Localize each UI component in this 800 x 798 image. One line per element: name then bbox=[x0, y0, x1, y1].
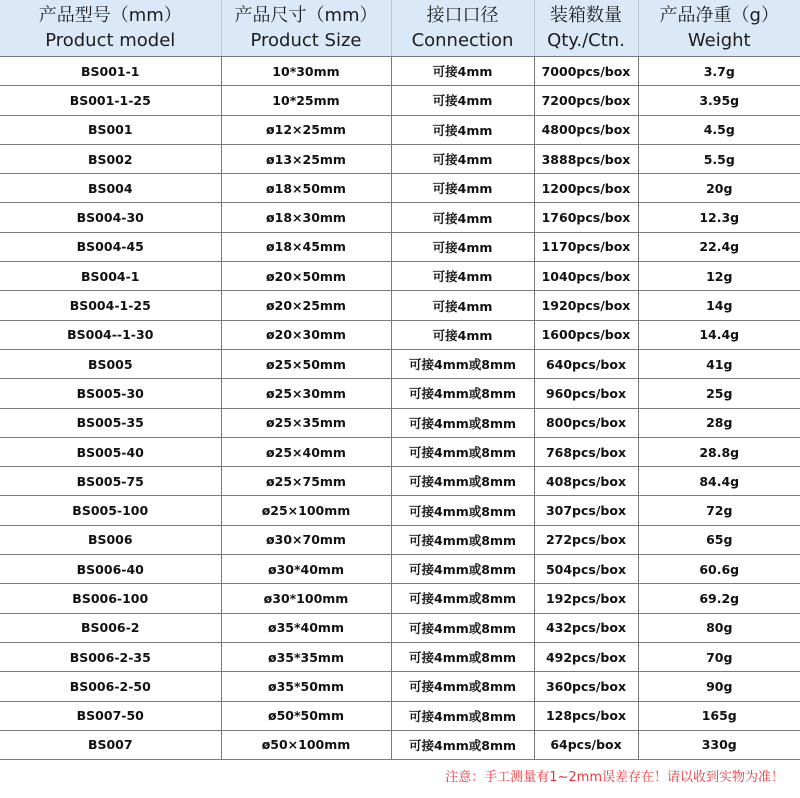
cell-size: ø35*40mm bbox=[221, 613, 391, 642]
cell-model: BS004--1-30 bbox=[0, 320, 221, 349]
cell-weight: 72g bbox=[638, 496, 800, 525]
cell-weight: 90g bbox=[638, 672, 800, 701]
cell-weight: 4.5g bbox=[638, 115, 800, 144]
cell-size: ø18×50mm bbox=[221, 174, 391, 203]
table-row bbox=[0, 555, 800, 584]
cell-weight: 41g bbox=[638, 349, 800, 378]
cell-size: ø13×25mm bbox=[221, 144, 391, 173]
cell-model: BS006-2-50 bbox=[0, 672, 221, 701]
cell-model: BS005-30 bbox=[0, 379, 221, 408]
cell-size: ø25×75mm bbox=[221, 467, 391, 496]
cell-qty: 1760pcs/box bbox=[534, 203, 638, 232]
cell-size: ø12×25mm bbox=[221, 115, 391, 144]
header-product-model bbox=[0, 0, 221, 57]
cell-weight: 25g bbox=[638, 379, 800, 408]
cell-model: BS007-50 bbox=[0, 701, 221, 730]
cell-weight: 22.4g bbox=[638, 232, 800, 261]
cell-connection: 可接4mm bbox=[391, 115, 534, 144]
cell-connection: 可接4mm bbox=[391, 174, 534, 203]
cell-connection: 可接4mm bbox=[391, 144, 534, 173]
cell-model: BS004 bbox=[0, 174, 221, 203]
cell-model: BS006-2-35 bbox=[0, 642, 221, 671]
table-row bbox=[0, 203, 800, 232]
cell-weight: 5.5g bbox=[638, 144, 800, 173]
table-row bbox=[0, 379, 800, 408]
cell-qty: 800pcs/box bbox=[534, 408, 638, 437]
table-row bbox=[0, 320, 800, 349]
table-row bbox=[0, 174, 800, 203]
cell-size: ø25×50mm bbox=[221, 349, 391, 378]
cell-model: BS004-30 bbox=[0, 203, 221, 232]
cell-model: BS007 bbox=[0, 730, 221, 759]
cell-size: ø20×30mm bbox=[221, 320, 391, 349]
cell-weight: 165g bbox=[638, 701, 800, 730]
cell-weight: 60.6g bbox=[638, 555, 800, 584]
cell-qty: 128pcs/box bbox=[534, 701, 638, 730]
cell-size: 10*30mm bbox=[221, 57, 391, 86]
cell-connection: 可接4mm或8mm bbox=[391, 525, 534, 554]
cell-connection: 可接4mm bbox=[391, 203, 534, 232]
cell-size: ø35*35mm bbox=[221, 642, 391, 671]
cell-qty: 307pcs/box bbox=[534, 496, 638, 525]
table-row bbox=[0, 115, 800, 144]
cell-model: BS006 bbox=[0, 525, 221, 554]
cell-model: BS005 bbox=[0, 349, 221, 378]
cell-size: 10*25mm bbox=[221, 86, 391, 115]
table-row bbox=[0, 437, 800, 466]
cell-model: BS005-100 bbox=[0, 496, 221, 525]
table-row bbox=[0, 86, 800, 115]
cell-model: BS004-1-25 bbox=[0, 291, 221, 320]
header-product-size bbox=[221, 0, 391, 57]
header-qty-en: Qty./Ctn. bbox=[547, 30, 625, 51]
table-row bbox=[0, 291, 800, 320]
cell-size: ø30×70mm bbox=[221, 525, 391, 554]
cell-connection: 可接4mm或8mm bbox=[391, 349, 534, 378]
cell-connection: 可接4mm或8mm bbox=[391, 437, 534, 466]
cell-connection: 可接4mm或8mm bbox=[391, 584, 534, 613]
cell-size: ø25×30mm bbox=[221, 379, 391, 408]
cell-model: BS005-35 bbox=[0, 408, 221, 437]
header-product-size-en: Product Size bbox=[250, 30, 362, 51]
cell-model: BS001-1-25 bbox=[0, 86, 221, 115]
cell-size: ø50*50mm bbox=[221, 701, 391, 730]
cell-model: BS002 bbox=[0, 144, 221, 173]
cell-connection: 可接4mm或8mm bbox=[391, 730, 534, 759]
cell-size: ø25×40mm bbox=[221, 437, 391, 466]
cell-connection: 可接4mm或8mm bbox=[391, 613, 534, 642]
cell-model: BS006-2 bbox=[0, 613, 221, 642]
cell-weight: 65g bbox=[638, 525, 800, 554]
cell-connection: 可接4mm或8mm bbox=[391, 379, 534, 408]
cell-connection: 可接4mm bbox=[391, 291, 534, 320]
cell-connection: 可接4mm或8mm bbox=[391, 496, 534, 525]
cell-connection: 可接4mm bbox=[391, 320, 534, 349]
cell-weight: 3.7g bbox=[638, 57, 800, 86]
cell-qty: 192pcs/box bbox=[534, 584, 638, 613]
table-row bbox=[0, 496, 800, 525]
table-row bbox=[0, 672, 800, 701]
cell-size: ø20×25mm bbox=[221, 291, 391, 320]
cell-weight: 70g bbox=[638, 642, 800, 671]
cell-size: ø20×50mm bbox=[221, 262, 391, 291]
cell-connection: 可接4mm bbox=[391, 57, 534, 86]
table-row bbox=[0, 349, 800, 378]
cell-weight: 28g bbox=[638, 408, 800, 437]
cell-qty: 408pcs/box bbox=[534, 467, 638, 496]
header-connection bbox=[391, 0, 534, 57]
cell-weight: 330g bbox=[638, 730, 800, 759]
cell-qty: 768pcs/box bbox=[534, 437, 638, 466]
cell-qty: 360pcs/box bbox=[534, 672, 638, 701]
cell-qty: 1040pcs/box bbox=[534, 262, 638, 291]
header-qty-per-carton bbox=[534, 0, 638, 57]
cell-qty: 1600pcs/box bbox=[534, 320, 638, 349]
header-product-model-en: Product model bbox=[45, 30, 176, 51]
table-row bbox=[0, 408, 800, 437]
cell-model: BS005-40 bbox=[0, 437, 221, 466]
cell-qty: 4800pcs/box bbox=[534, 115, 638, 144]
cell-model: BS004-1 bbox=[0, 262, 221, 291]
cell-connection: 可接4mm或8mm bbox=[391, 467, 534, 496]
header-row bbox=[0, 0, 800, 57]
table-row bbox=[0, 525, 800, 554]
cell-connection: 可接4mm bbox=[391, 86, 534, 115]
table-header bbox=[0, 0, 800, 57]
cell-weight: 14g bbox=[638, 291, 800, 320]
cell-qty: 7000pcs/box bbox=[534, 57, 638, 86]
table-row bbox=[0, 262, 800, 291]
cell-model: BS001-1 bbox=[0, 57, 221, 86]
table-row bbox=[0, 701, 800, 730]
cell-qty: 504pcs/box bbox=[534, 555, 638, 584]
cell-connection: 可接4mm bbox=[391, 262, 534, 291]
cell-weight: 28.8g bbox=[638, 437, 800, 466]
table-row bbox=[0, 144, 800, 173]
cell-qty: 1170pcs/box bbox=[534, 232, 638, 261]
cell-weight: 84.4g bbox=[638, 467, 800, 496]
table-body bbox=[0, 57, 800, 760]
cell-size: ø50×100mm bbox=[221, 730, 391, 759]
cell-qty: 432pcs/box bbox=[534, 613, 638, 642]
cell-connection: 可接4mm或8mm bbox=[391, 672, 534, 701]
cell-model: BS005-75 bbox=[0, 467, 221, 496]
header-weight-en: Weight bbox=[687, 30, 751, 51]
table-row bbox=[0, 467, 800, 496]
cell-weight: 12g bbox=[638, 262, 800, 291]
cell-qty: 1920pcs/box bbox=[534, 291, 638, 320]
cell-size: ø18×30mm bbox=[221, 203, 391, 232]
cell-qty: 1200pcs/box bbox=[534, 174, 638, 203]
cell-size: ø25×35mm bbox=[221, 408, 391, 437]
cell-model: BS006-40 bbox=[0, 555, 221, 584]
table-row bbox=[0, 642, 800, 671]
header-connection-zh: 接口口径 bbox=[426, 5, 499, 26]
cell-weight: 80g bbox=[638, 613, 800, 642]
cell-model: BS006-100 bbox=[0, 584, 221, 613]
cell-qty: 3888pcs/box bbox=[534, 144, 638, 173]
table-row bbox=[0, 584, 800, 613]
header-connection-en: Connection bbox=[411, 30, 514, 51]
cell-qty: 640pcs/box bbox=[534, 349, 638, 378]
cell-connection: 可接4mm bbox=[391, 232, 534, 261]
cell-size: ø35*50mm bbox=[221, 672, 391, 701]
cell-connection: 可接4mm或8mm bbox=[391, 555, 534, 584]
header-product-size-zh: 产品尺寸（mm） bbox=[234, 5, 378, 26]
header-qty-zh: 装箱数量 bbox=[550, 5, 622, 26]
cell-weight: 3.95g bbox=[638, 86, 800, 115]
cell-qty: 492pcs/box bbox=[534, 642, 638, 671]
cell-weight: 69.2g bbox=[638, 584, 800, 613]
cell-model: BS001 bbox=[0, 115, 221, 144]
cell-qty: 7200pcs/box bbox=[534, 86, 638, 115]
cell-size: ø18×45mm bbox=[221, 232, 391, 261]
table-row bbox=[0, 730, 800, 759]
table-row bbox=[0, 613, 800, 642]
cell-weight: 12.3g bbox=[638, 203, 800, 232]
header-weight-zh: 产品净重（g） bbox=[659, 5, 779, 26]
table-row bbox=[0, 232, 800, 261]
cell-weight: 20g bbox=[638, 174, 800, 203]
cell-qty: 272pcs/box bbox=[534, 525, 638, 554]
cell-qty: 960pcs/box bbox=[534, 379, 638, 408]
cell-size: ø30*40mm bbox=[221, 555, 391, 584]
measurement-note: 注意：手工测量有1~2mm误差存在！请以收到实物为准！ bbox=[445, 770, 784, 785]
header-product-model-zh: 产品型号（mm） bbox=[38, 5, 182, 26]
cell-connection: 可接4mm或8mm bbox=[391, 701, 534, 730]
cell-size: ø25×100mm bbox=[221, 496, 391, 525]
cell-qty: 64pcs/box bbox=[534, 730, 638, 759]
cell-size: ø30*100mm bbox=[221, 584, 391, 613]
cell-weight: 14.4g bbox=[638, 320, 800, 349]
cell-model: BS004-45 bbox=[0, 232, 221, 261]
table-row bbox=[0, 57, 800, 86]
cell-connection: 可接4mm或8mm bbox=[391, 642, 534, 671]
header-weight bbox=[638, 0, 800, 57]
cell-connection: 可接4mm或8mm bbox=[391, 408, 534, 437]
